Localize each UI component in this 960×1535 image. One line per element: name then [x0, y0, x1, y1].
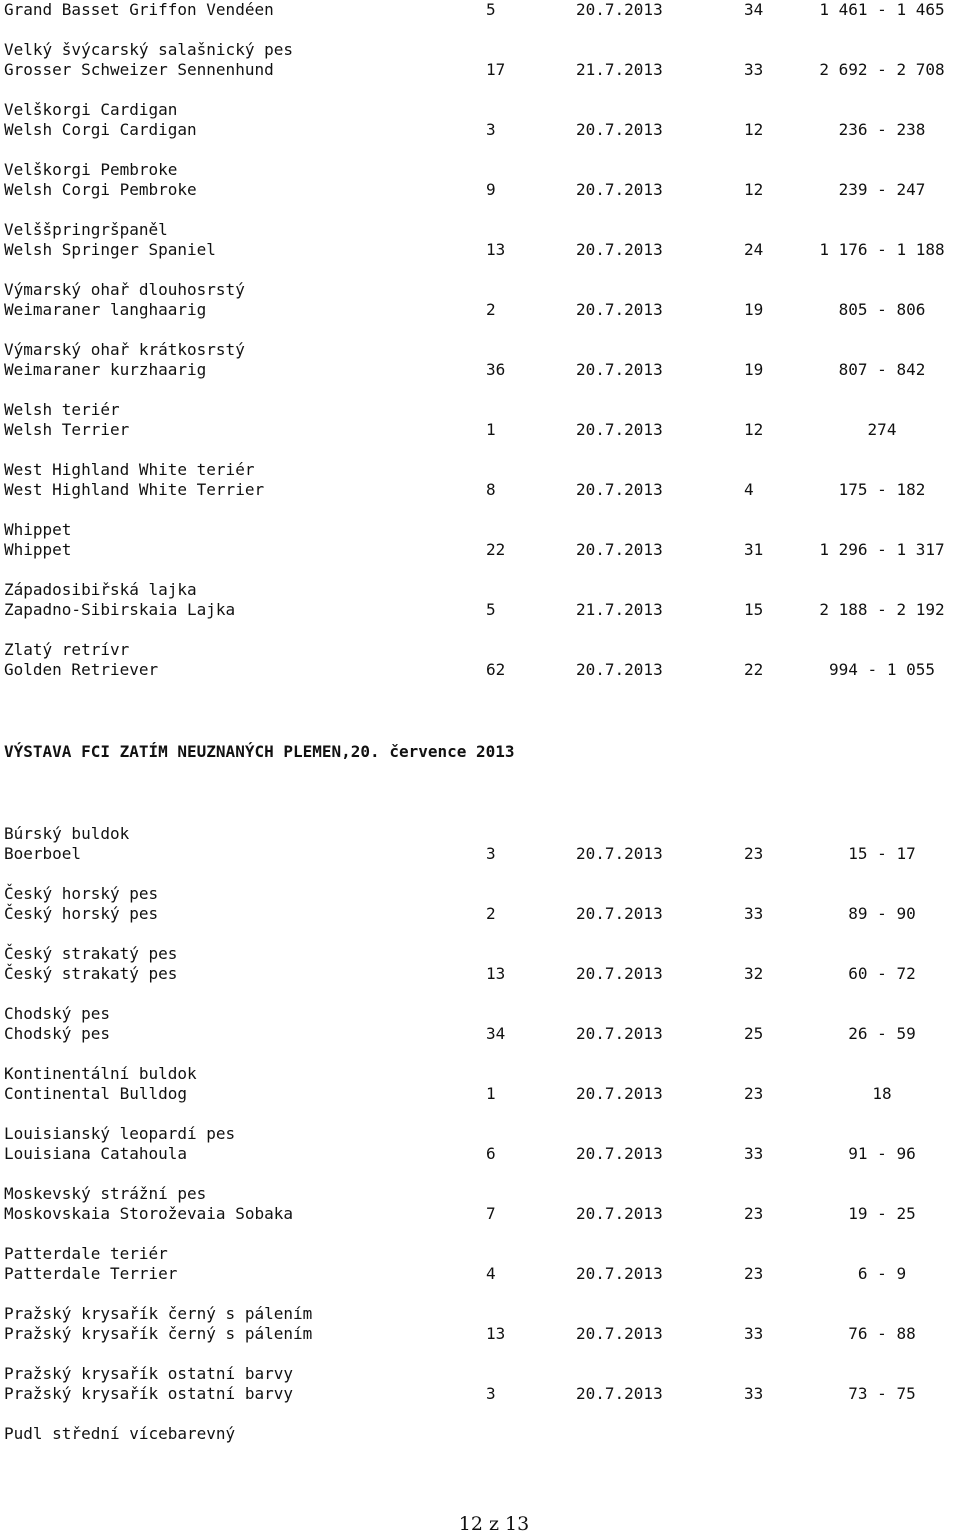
breed-row — [4, 480, 926, 500]
breed-name: Continental Bulldog — [4, 1084, 188, 1103]
catalog-numbers: 274 — [867, 420, 897, 439]
breed-name: Boerboel — [4, 844, 82, 863]
breed-row — [4, 844, 916, 864]
show-date: 21.7.2013 — [576, 60, 663, 79]
breed-name: West Highland White Terrier — [4, 480, 265, 499]
catalog-numbers: 15 - 17 — [848, 844, 916, 863]
show-date: 20.7.2013 — [576, 1084, 663, 1103]
show-date: 20.7.2013 — [576, 1324, 663, 1343]
catalog-numbers: 994 - 1 055 — [829, 660, 935, 679]
catalog-numbers: 1 461 - 1 465 — [819, 0, 945, 19]
breed-name: Weimaraner kurzhaarig — [4, 360, 207, 379]
breed-name: Zapadno-Sibirskaia Lajka — [4, 600, 236, 619]
catalog-numbers: 236 - 238 — [838, 120, 926, 139]
ring-number: 24 — [744, 240, 764, 259]
show-date: 20.7.2013 — [576, 300, 663, 319]
ring-number: 25 — [744, 1024, 764, 1043]
catalog-numbers: 807 - 842 — [838, 360, 926, 379]
ring-number: 15 — [744, 600, 764, 619]
catalog-numbers: 1 296 - 1 317 — [819, 540, 945, 559]
breed-row — [4, 1204, 916, 1224]
entry-count: 36 — [486, 360, 506, 379]
ring-number: 19 — [744, 300, 764, 319]
breed-row — [4, 180, 926, 200]
entry-count: 7 — [486, 1204, 496, 1223]
entry-count: 2 — [486, 300, 496, 319]
breed-name: Pražský krysařík černý s pálením — [4, 1324, 313, 1343]
breed-czech-name: Velký švýcarský salašnický pes — [4, 40, 293, 59]
ring-number: 19 — [744, 360, 764, 379]
ring-number: 33 — [744, 904, 764, 923]
breed-czech-name: Búrský buldok — [4, 824, 130, 843]
ring-number: 22 — [744, 660, 764, 679]
breed-row — [4, 1384, 916, 1404]
breed-name: Český horský pes — [4, 904, 159, 923]
breed-name: Weimaraner langhaarig — [4, 300, 207, 319]
breed-row — [4, 60, 945, 80]
breed-row — [4, 660, 935, 680]
breed-name: Pražský krysařík ostatní barvy — [4, 1384, 293, 1403]
ring-number: 33 — [744, 1384, 764, 1403]
show-date: 20.7.2013 — [576, 360, 663, 379]
breed-czech-name: Pražský krysařík ostatní barvy — [4, 1364, 293, 1383]
breed-czech-name: Kontinentální buldok — [4, 1064, 197, 1083]
ring-number: 12 — [744, 420, 764, 439]
show-date: 20.7.2013 — [576, 540, 663, 559]
catalog-numbers: 60 - 72 — [848, 964, 916, 983]
show-date: 20.7.2013 — [576, 480, 663, 499]
breed-czech-name: Výmarský ohař krátkosrstý — [4, 340, 245, 359]
breed-czech-name: Chodský pes — [4, 1004, 110, 1023]
catalog-numbers: 805 - 806 — [838, 300, 926, 319]
catalog-numbers: 1 176 - 1 188 — [819, 240, 945, 259]
breed-row — [4, 420, 897, 440]
breed-name: Grand Basset Griffon Vendéen — [4, 0, 274, 19]
entry-count: 5 — [486, 0, 496, 19]
breed-czech-name: Český strakatý pes — [4, 944, 178, 963]
entry-count: 6 — [486, 1144, 496, 1163]
breed-czech-name: Velškorgi Pembroke — [4, 160, 178, 179]
breed-name: Welsh Corgi Pembroke — [4, 180, 197, 199]
show-date: 20.7.2013 — [576, 1204, 663, 1223]
breed-czech-name: Velššpringršpaněl — [4, 220, 168, 239]
breed-name: Moskovskaia Storoževaia Sobaka — [4, 1204, 293, 1223]
breed-czech-name: Moskevský strážní pes — [4, 1184, 207, 1203]
catalog-numbers: 6 - 9 — [857, 1264, 907, 1283]
show-date: 20.7.2013 — [576, 904, 663, 923]
breed-czech-name: West Highland White teriér — [4, 460, 255, 479]
catalog-numbers: 2 692 - 2 708 — [819, 60, 945, 79]
section-heading: VÝSTAVA FCI ZATÍM NEUZNANÝCH PLEMEN,20. července 2013 — [4, 742, 515, 761]
ring-number: 32 — [744, 964, 764, 983]
breed-czech-name: Výmarský ohař dlouhosrstý — [4, 280, 245, 299]
entry-count: 9 — [486, 180, 496, 199]
ring-number: 34 — [744, 0, 764, 19]
breed-row — [4, 904, 916, 924]
show-date: 20.7.2013 — [576, 420, 663, 439]
breed-row — [4, 1024, 916, 1044]
breed-row — [4, 120, 926, 140]
breed-name: Welsh Terrier — [4, 420, 130, 439]
breed-czech-name: Welsh teriér — [4, 400, 120, 419]
catalog-numbers: 19 - 25 — [848, 1204, 916, 1223]
ring-number: 33 — [744, 1144, 764, 1163]
catalog-numbers: 89 - 90 — [848, 904, 916, 923]
breed-name: Golden Retriever — [4, 660, 159, 679]
ring-number: 31 — [744, 540, 764, 559]
breed-row — [4, 964, 916, 984]
breed-name: Chodský pes — [4, 1024, 110, 1043]
entry-count: 2 — [486, 904, 496, 923]
ring-number: 12 — [744, 120, 764, 139]
show-date: 20.7.2013 — [576, 964, 663, 983]
show-date: 20.7.2013 — [576, 844, 663, 863]
catalog-numbers: 76 - 88 — [848, 1324, 916, 1343]
ring-number: 33 — [744, 60, 764, 79]
show-date: 20.7.2013 — [576, 1144, 663, 1163]
entry-count: 13 — [486, 964, 506, 983]
breed-row — [4, 1324, 916, 1344]
entry-count: 5 — [486, 600, 496, 619]
trailing-entry: Pudl střední vícebarevný — [4, 1424, 236, 1443]
entry-count: 13 — [486, 1324, 506, 1343]
show-date: 20.7.2013 — [576, 1024, 663, 1043]
entry-count: 4 — [486, 1264, 496, 1283]
ring-number: 33 — [744, 1324, 764, 1343]
breed-name: Welsh Springer Spaniel — [4, 240, 216, 259]
catalog-numbers: 91 - 96 — [848, 1144, 916, 1163]
catalog-numbers: 2 188 - 2 192 — [819, 600, 945, 619]
breed-czech-name: Západosibiřská lajka — [4, 580, 197, 599]
page-number: 12 z 13 — [458, 1513, 530, 1535]
entry-count: 22 — [486, 540, 506, 559]
show-date: 20.7.2013 — [576, 1384, 663, 1403]
breed-name: Whippet — [4, 540, 72, 559]
entry-count: 3 — [486, 1384, 496, 1403]
catalog-numbers: 175 - 182 — [838, 480, 926, 499]
show-date: 20.7.2013 — [576, 1264, 663, 1283]
breed-name: Grosser Schweizer Sennenhund — [4, 60, 274, 79]
breed-row — [4, 1264, 907, 1284]
ring-number: 23 — [744, 1204, 764, 1223]
breed-row — [4, 0, 945, 20]
show-date: 21.7.2013 — [576, 600, 663, 619]
breed-row — [4, 360, 926, 380]
show-date: 20.7.2013 — [576, 120, 663, 139]
breed-name: Český strakatý pes — [4, 964, 178, 983]
catalog-numbers: 18 — [872, 1084, 892, 1103]
breed-row — [4, 1144, 916, 1164]
show-date: 20.7.2013 — [576, 240, 663, 259]
breed-czech-name: Whippet — [4, 520, 72, 539]
ring-number: 23 — [744, 1084, 764, 1103]
breed-czech-name: Český horský pes — [4, 884, 159, 903]
catalog-numbers: 26 - 59 — [848, 1024, 916, 1043]
breed-name: Welsh Corgi Cardigan — [4, 120, 197, 139]
breed-row — [4, 240, 945, 260]
breed-czech-name: Patterdale teriér — [4, 1244, 168, 1263]
show-date: 20.7.2013 — [576, 0, 663, 19]
entry-count: 13 — [486, 240, 506, 259]
entry-count: 1 — [486, 1084, 496, 1103]
show-date: 20.7.2013 — [576, 180, 663, 199]
breed-row — [4, 300, 926, 320]
breed-czech-name: Louisianský leopardí pes — [4, 1124, 236, 1143]
show-date: 20.7.2013 — [576, 660, 663, 679]
catalog-numbers: 73 - 75 — [848, 1384, 916, 1403]
entry-count: 62 — [486, 660, 506, 679]
entry-count: 3 — [486, 120, 496, 139]
entry-count: 3 — [486, 844, 496, 863]
breed-row — [4, 1084, 892, 1104]
entry-count: 17 — [486, 60, 506, 79]
entry-count: 34 — [486, 1024, 506, 1043]
breed-name: Patterdale Terrier — [4, 1264, 178, 1283]
ring-number: 12 — [744, 180, 764, 199]
ring-number: 23 — [744, 1264, 764, 1283]
breed-row — [4, 600, 945, 620]
breed-row — [4, 540, 945, 560]
breed-name: Louisiana Catahoula — [4, 1144, 188, 1163]
catalog-numbers: 239 - 247 — [838, 180, 926, 199]
entry-count: 1 — [486, 420, 496, 439]
breed-czech-name: Velškorgi Cardigan — [4, 100, 178, 119]
breed-czech-name: Pražský krysařík černý s pálením — [4, 1304, 313, 1323]
entry-count: 8 — [486, 480, 496, 499]
ring-number: 23 — [744, 844, 764, 863]
breed-czech-name: Zlatý retrívr — [4, 640, 130, 659]
ring-number: 4 — [744, 480, 754, 499]
